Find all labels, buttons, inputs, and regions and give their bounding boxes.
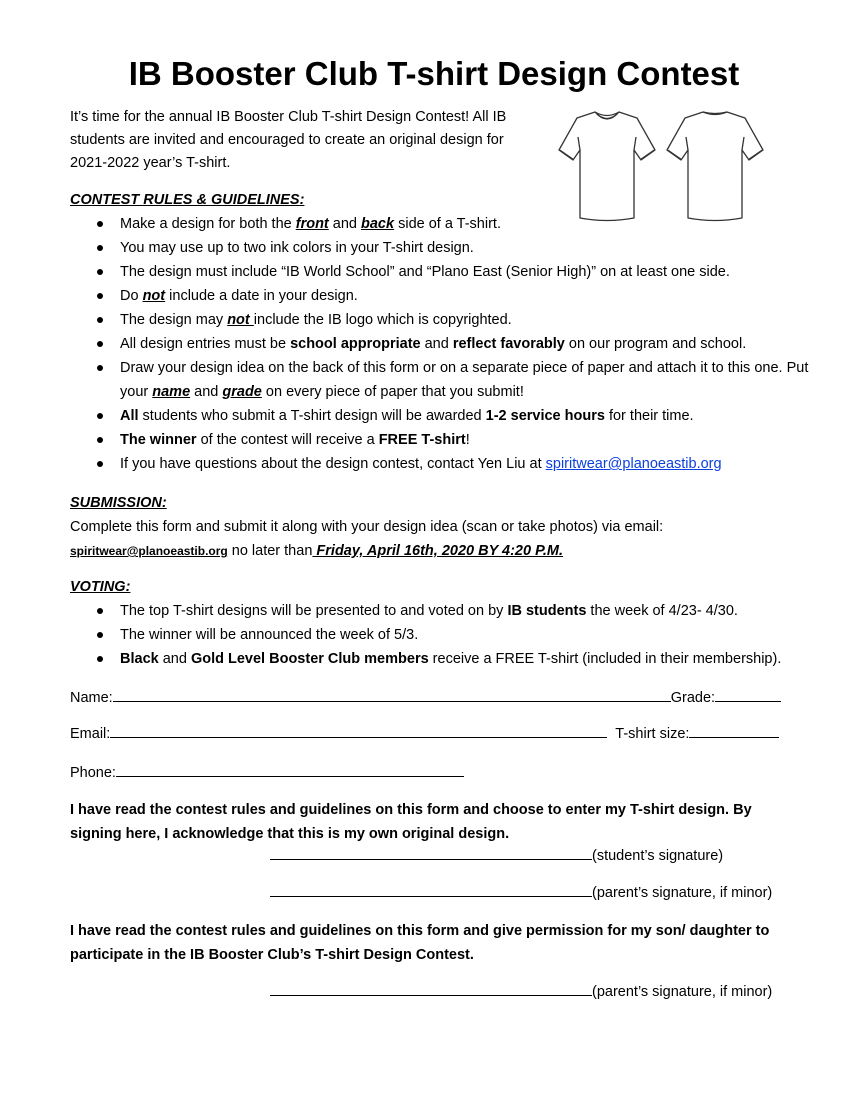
parent-signature-field[interactable]: [270, 882, 592, 897]
submission-deadline: Friday, April 16th, 2020 BY 4:20 P.M.: [312, 543, 564, 559]
grade-label: Grade:: [670, 690, 716, 706]
voting-item: Black and Gold Level Booster Club members receive a FREE T-shirt (included in their membership).: [70, 647, 840, 671]
rules-item: The design must include “IB World School” and “Plano East (Senior High)” on at least one side.: [70, 260, 840, 284]
tshirt-size-field[interactable]: [689, 723, 779, 738]
contact-email-link[interactable]: spiritwear@planoeastib.org: [545, 456, 722, 472]
student-signature-label: (student’s signature): [592, 848, 724, 864]
student-consent-text: I have read the contest rules and guidelines on this form and choose to enter my T-shirt design. By signing here, I acknowledge that this is my own original design.: [70, 802, 752, 842]
submission-deadline-line: spiritwear@planoeastib.org no later than Friday, April 16th, 2020 BY 4:20 P.M.: [70, 543, 564, 559]
intro-line: It’s time for the annual IB Booster Club T-shirt Design Contest! All IB: [70, 109, 507, 125]
rules-item: All design entries must be school appropriate and reflect favorably on our program and school.: [70, 332, 840, 356]
rules-item: You may use up to two ink colors in your T-shirt design.: [70, 236, 840, 260]
parent-permission-signature-row: [270, 980, 772, 1004]
phone-row: [70, 761, 464, 785]
parent-signature-row: [270, 881, 772, 905]
rules-item: Make a design for both the front and back side of a T-shirt.: [70, 212, 840, 236]
rules-heading: CONTEST RULES & GUIDELINES:: [70, 192, 305, 208]
name-grade-row: [70, 686, 781, 710]
voting-list: [70, 599, 840, 671]
voting-item: The top T-shirt designs will be presented to and voted on by IB students the week of 4/23- 4/30.: [70, 599, 840, 623]
rules-item: The design may not include the IB logo which is copyrighted.: [70, 308, 840, 332]
rules-item: Draw your design idea on the back of this form or on a separate piece of paper and attach it to this one. Put your name and grade on every piece of paper that you submit!: [70, 356, 840, 404]
tshirt-size-label: T-shirt size:: [615, 726, 690, 742]
submission-email[interactable]: spiritwear@planoeastib.org: [70, 544, 228, 558]
page-title: IB Booster Club T-shirt Design Contest: [128, 55, 740, 92]
intro-line: 2021-2022 year’s T-shirt.: [70, 155, 231, 171]
submission-text: Complete this form and submit it along with your design idea (scan or take photos) via email:: [70, 519, 664, 535]
email-size-row: [70, 722, 779, 746]
voting-section: [70, 575, 840, 671]
submission-heading: SUBMISSION:: [70, 495, 167, 511]
name-label: Name:: [70, 690, 113, 706]
name-field[interactable]: [113, 687, 671, 702]
parent-consent-text: I have read the contest rules and guidelines on this form and give permission for my son/ daughter to participate in the IB Booster Club’s T-shirt Design Contest.: [70, 923, 770, 963]
email-field[interactable]: [110, 723, 607, 738]
rules-item: If you have questions about the design contest, contact Yen Liu at spiritwear@planoeastib.org: [70, 452, 840, 476]
rules-item: Do not include a date in your design.: [70, 284, 840, 308]
voting-item: The winner will be announced the week of 5/3.: [70, 623, 840, 647]
submission-section: [70, 491, 663, 563]
parent-signature-label: (parent’s signature, if minor): [592, 885, 773, 901]
intro-line: students are invited and encouraged to create an original design for: [70, 132, 504, 148]
rules-item: The winner of the contest will receive a FREE T-shirt!: [70, 428, 840, 452]
email-label: Email:: [70, 726, 111, 742]
parent-permission-signature-field[interactable]: [270, 981, 592, 996]
phone-field[interactable]: [116, 762, 464, 777]
rules-item: All students who submit a T-shirt design will be awarded 1-2 service hours for their time.: [70, 404, 840, 428]
parent-permission-signature-label: (parent’s signature, if minor): [592, 984, 773, 1000]
rules-list: [70, 212, 840, 476]
intro-paragraph: [70, 105, 540, 174]
phone-label: Phone:: [70, 765, 116, 781]
grade-field[interactable]: [715, 687, 781, 702]
student-signature-field[interactable]: [270, 845, 592, 860]
voting-heading: VOTING:: [70, 579, 131, 595]
student-signature-row: [270, 844, 723, 868]
rules-section: [70, 188, 840, 476]
